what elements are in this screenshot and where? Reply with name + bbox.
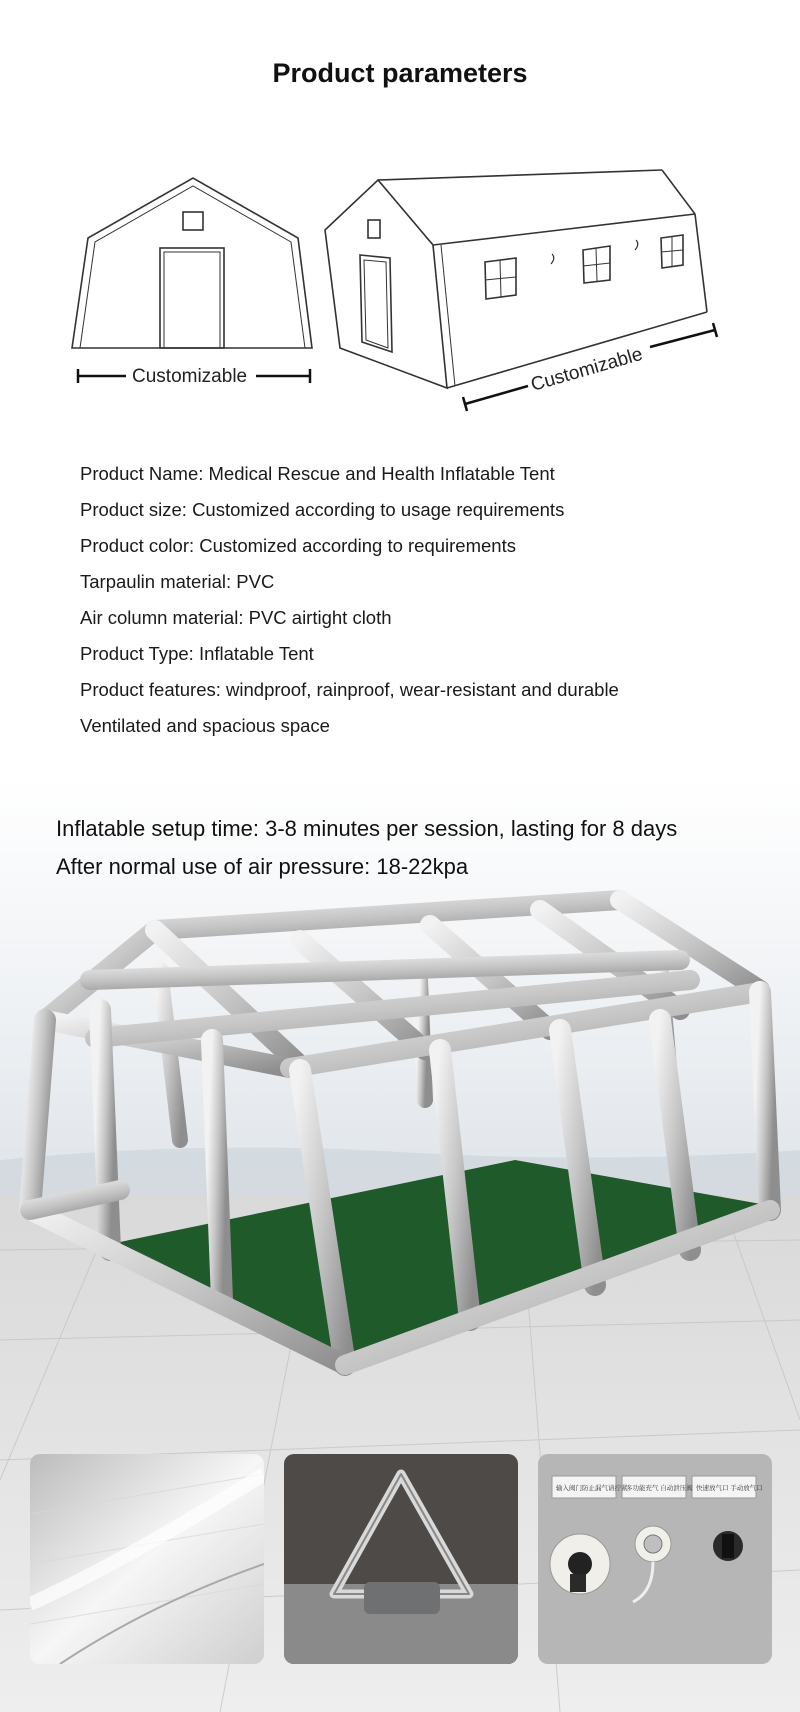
air-pressure-text: After normal use of air pressure: 18-22kpa xyxy=(56,854,469,879)
valve-label-1: 输入阀门防止漏气请拧紧 xyxy=(556,1485,628,1492)
valve-label-3: 快速放气口 手动放气口 xyxy=(696,1485,763,1492)
setup-info xyxy=(56,810,677,886)
spec-ventilation: Ventilated and spacious space xyxy=(80,715,330,736)
front-dimension-label: Customizable xyxy=(132,366,248,387)
tent-line-drawing xyxy=(0,150,800,430)
valve-panel-closeup xyxy=(538,1454,772,1664)
spec-tarpaulin-material: Tarpaulin material: PVC xyxy=(80,571,275,592)
spec-product-size: Product size: Customized according to usage requirements xyxy=(80,499,565,520)
spec-product-color: Product color: Customized according to requirements xyxy=(80,535,516,556)
triangle-ring-closeup xyxy=(284,1454,518,1664)
pvc-material-closeup xyxy=(30,1454,264,1664)
valve-label-2: 多功能充气 自动泄压阀 xyxy=(626,1485,693,1492)
spec-product-name: Product Name: Medical Rescue and Health Inflatable Tent xyxy=(80,463,555,484)
spec-product-type: Product Type: Inflatable Tent xyxy=(80,643,314,664)
spec-product-features: Product features: windproof, rainproof, wear-resistant and durable xyxy=(80,679,619,700)
tent-side-view xyxy=(325,170,707,388)
valve-labels xyxy=(556,1483,763,1492)
spec-list xyxy=(80,456,619,744)
side-dimension-label: Customizable xyxy=(528,343,646,396)
setup-time-text: Inflatable setup time: 3-8 minutes per session, lasting for 8 days xyxy=(56,816,678,841)
tent-front-view xyxy=(72,178,312,348)
section-title: Product parameters xyxy=(272,58,528,88)
spec-air-column-material: Air column material: PVC airtight cloth xyxy=(80,607,392,628)
